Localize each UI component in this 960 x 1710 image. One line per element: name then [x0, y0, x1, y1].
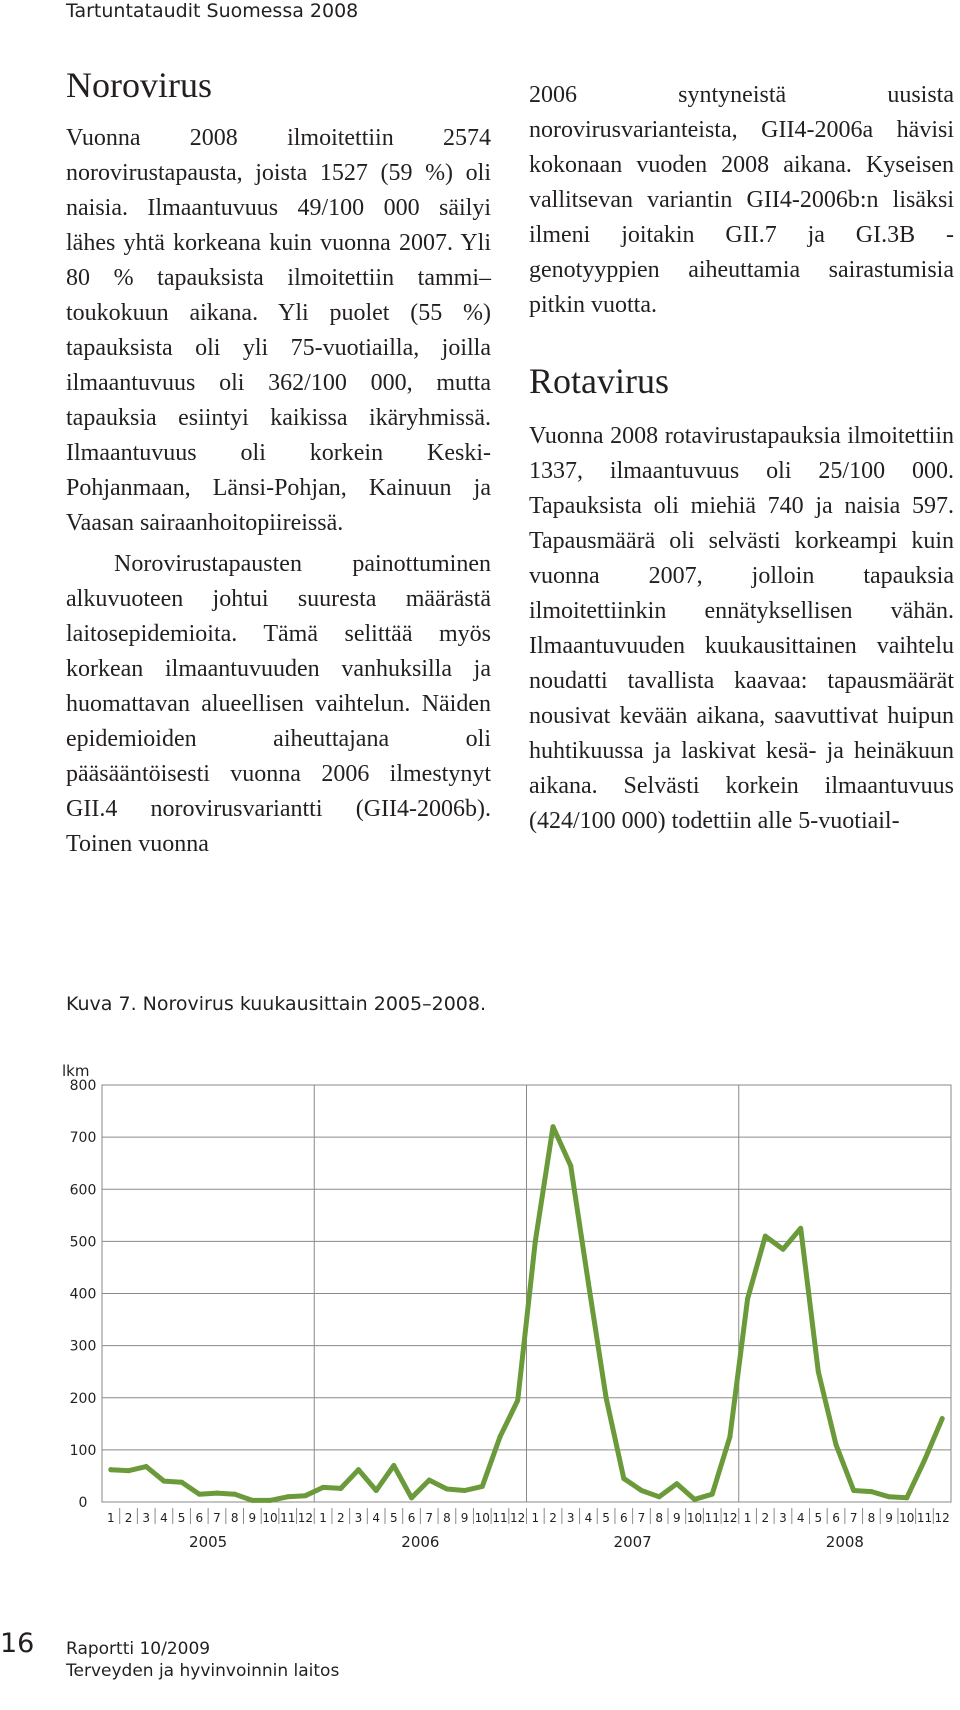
x-tick-label: 2: [124, 1511, 133, 1525]
norovirus-line-chart: [40, 1055, 960, 1565]
x-tick-label: 11: [916, 1511, 933, 1525]
data-point: [303, 1493, 308, 1498]
data-point: [533, 1239, 538, 1244]
y-tick-label: 200: [69, 1390, 97, 1407]
data-point: [427, 1478, 432, 1483]
x-tick-label: 9: [673, 1511, 681, 1525]
footer-report: Raportti 10/2009: [66, 1639, 211, 1659]
year-label: 2008: [825, 1533, 864, 1551]
x-tick-label: 1: [743, 1511, 752, 1525]
x-tick-label: 2: [549, 1511, 557, 1525]
data-point: [268, 1498, 273, 1503]
x-tick-label: 2: [761, 1511, 770, 1525]
x-tick-label: 12: [297, 1511, 314, 1525]
x-tick-label: 8: [230, 1511, 239, 1525]
y-axis-label: lkm: [62, 1062, 90, 1080]
data-point: [798, 1226, 803, 1231]
x-tick-label: 3: [566, 1511, 575, 1525]
data-point: [851, 1488, 856, 1493]
x-tick-label: 10: [686, 1511, 703, 1525]
data-point: [674, 1481, 679, 1486]
data-point: [887, 1494, 892, 1499]
x-tick-label: 7: [213, 1511, 221, 1525]
data-point: [285, 1494, 290, 1499]
x-tick-label: 7: [637, 1511, 646, 1525]
data-point: [568, 1163, 573, 1168]
x-tick-label: 9: [248, 1511, 257, 1525]
x-tick-label: 6: [195, 1511, 204, 1525]
y-tick-label: 0: [78, 1495, 88, 1511]
y-tick-label: 800: [69, 1078, 97, 1094]
paragraph-rotavirus-1: Vuonna 2008 rotavirustapauksia ilmoitettiin 1337, ilmaantuvuus oli 25/100 000. Tapauksista oli miehiä 740 ja naisia 597. Tapausmäärä oli selvästi korkeampi kuin vuonna 2007, jolloin tapauksia ilmoitettiinkin ennätyksellisen vähän. Ilmaantuvuuden kuukausittainen vaihtelu noudatti tavallista kaavaa: tapausmäärät nousivat kevään aikana, saavuttivat huipun huhtikuussa ja laskivat kesä- ja heinäkuun aikana. Selvästi korkein ilmaantuvuus (424/100 000) todettiin alle 5-vuotiail-: [529, 423, 954, 834]
data-point: [604, 1395, 609, 1400]
x-tick-label: 4: [796, 1511, 805, 1525]
data-point: [232, 1492, 237, 1497]
x-tick-label: 9: [885, 1511, 893, 1525]
x-tick-label: 5: [390, 1511, 398, 1525]
data-point: [444, 1486, 449, 1491]
data-point: [144, 1464, 149, 1469]
data-point: [692, 1497, 697, 1502]
data-point: [922, 1458, 927, 1463]
data-point: [321, 1485, 326, 1490]
x-tick-label: 4: [584, 1511, 593, 1525]
data-point: [834, 1442, 839, 1447]
x-tick-label: 9: [460, 1511, 469, 1525]
running-header: Tartuntataudit Suomessa 2008: [66, 0, 359, 22]
x-tick-label: 3: [779, 1511, 787, 1525]
data-point: [763, 1234, 768, 1239]
x-tick-label: 5: [177, 1511, 186, 1525]
data-point: [869, 1489, 874, 1494]
x-tick-label: 10: [262, 1511, 278, 1525]
data-point: [639, 1488, 644, 1493]
x-tick-label: 4: [160, 1511, 168, 1525]
data-point: [356, 1467, 361, 1472]
data-point: [108, 1467, 113, 1472]
x-tick-label: 8: [655, 1511, 663, 1525]
x-tick-label: 10: [474, 1511, 490, 1525]
data-point: [780, 1247, 785, 1252]
data-point: [462, 1488, 467, 1493]
year-label: 2006: [401, 1533, 440, 1551]
section-title-norovirus: Norovirus: [66, 65, 212, 105]
x-tick-label: 8: [443, 1511, 451, 1525]
data-point: [391, 1463, 396, 1468]
y-tick-label: 400: [69, 1286, 97, 1303]
x-tick-label: 7: [425, 1511, 434, 1525]
data-point: [940, 1416, 945, 1421]
data-point: [727, 1434, 732, 1439]
x-tick-label: 11: [280, 1511, 296, 1525]
x-tick-label: 3: [354, 1511, 363, 1525]
y-tick-label: 700: [69, 1130, 97, 1147]
data-point: [197, 1492, 202, 1497]
paragraph-norovirus-2: Norovirustapausten painottuminen alkuvuoteen johtui suuresta määrästä laitosepidemioita. Tämä selittää myös korkean ilmaantuvuuden vanhuksilla ja huomattavan alueellisen vaihtelun. Näiden epidemioiden aiheuttajana oli pääsääntöisesti vuonna 2006 ilmestynyt GII.4 norovirusvariantti (GII4-2006b). Toinen vuonna: [66, 551, 491, 857]
x-tick-label: 11: [704, 1511, 720, 1525]
data-point: [515, 1398, 520, 1403]
data-point: [904, 1495, 909, 1500]
y-tick-label: 300: [69, 1338, 97, 1355]
data-point: [745, 1296, 750, 1301]
footer: [66, 1638, 339, 1682]
y-tick-label: 500: [69, 1234, 97, 1251]
data-point: [586, 1281, 591, 1286]
section-title-rotavirus: Rotavirus: [529, 361, 669, 401]
y-tick-label: 100: [69, 1442, 97, 1459]
data-point: [816, 1369, 821, 1374]
data-point: [551, 1124, 556, 1129]
footer-institute: Terveyden ja hyvinvoinnin laitos: [66, 1661, 340, 1681]
data-point: [374, 1488, 379, 1493]
x-tick-label: 8: [867, 1511, 876, 1525]
x-tick-label: 6: [832, 1511, 840, 1525]
data-point: [338, 1486, 343, 1491]
x-tick-label: 1: [319, 1511, 327, 1525]
x-tick-label: 2: [336, 1511, 345, 1525]
data-point: [621, 1476, 626, 1481]
paragraph-norovirus-3: 2006 syntyneistä uusista norovirusvarianteista, GII4-2006a hävisi kokonaan vuoden 2008 aikana. Kyseisen vallitsevan variantin GII4-2006b:n lisäksi ilmeni joitakin GII.7 ja GI.3B -genotyyppien aiheuttamia sairastumisia pitkin vuotta.: [529, 82, 954, 318]
data-point: [214, 1491, 219, 1496]
data-point: [657, 1494, 662, 1499]
column-left: [66, 0, 491, 862]
x-tick-label: 5: [602, 1511, 610, 1525]
data-point: [161, 1479, 166, 1484]
x-tick-label: 12: [934, 1511, 950, 1525]
x-tick-label: 6: [407, 1511, 416, 1525]
data-point: [710, 1492, 715, 1497]
figure-caption: Kuva 7. Norovirus kuukausittain 2005–2008.: [66, 993, 487, 1015]
x-tick-label: 10: [899, 1511, 915, 1525]
data-point: [126, 1468, 131, 1473]
x-tick-label: 12: [722, 1511, 738, 1525]
y-tick-label: 600: [69, 1182, 97, 1199]
x-tick-label: 5: [814, 1511, 823, 1525]
x-tick-label: 6: [619, 1511, 628, 1525]
x-tick-label: 7: [849, 1511, 858, 1525]
data-point: [497, 1434, 502, 1439]
year-label: 2007: [613, 1533, 652, 1551]
x-tick-label: 1: [107, 1511, 115, 1525]
data-point: [480, 1484, 485, 1489]
column-right: [529, 0, 954, 839]
x-tick-label: 4: [372, 1511, 380, 1525]
x-tick-label: 12: [510, 1511, 526, 1525]
paragraph-norovirus-1: Vuonna 2008 ilmoitettiin 2574 norovirustapausta, joista 1527 (59 %) oli naisia. Ilmaantuvuus 49/100 000 säilyi lähes yhtä korkeana kuin vuonna 2007. Yli 80 % tapauksista ilmoitettiin tammi–toukokuun aikana. Yli puolet (55 %) tapauksista oli yli 75-vuotiailla, joilla ilmaantuvuus oli 362/100 000, mutta tapauksia esiintyi kaikissa ikäryhmissä. Ilmaantuvuus oli korkein Keski-Pohjanmaan, Länsi-Pohjan, Kainuun ja Vaasan sairaanhoitopiireissä.: [66, 125, 491, 536]
data-point: [409, 1495, 414, 1500]
page-number: 16: [0, 1628, 35, 1659]
x-tick-label: 11: [492, 1511, 508, 1525]
year-label: 2005: [189, 1533, 228, 1551]
x-tick-label: 1: [531, 1511, 540, 1525]
x-tick-label: 3: [142, 1511, 151, 1525]
data-point: [179, 1480, 184, 1485]
data-point: [250, 1498, 255, 1503]
